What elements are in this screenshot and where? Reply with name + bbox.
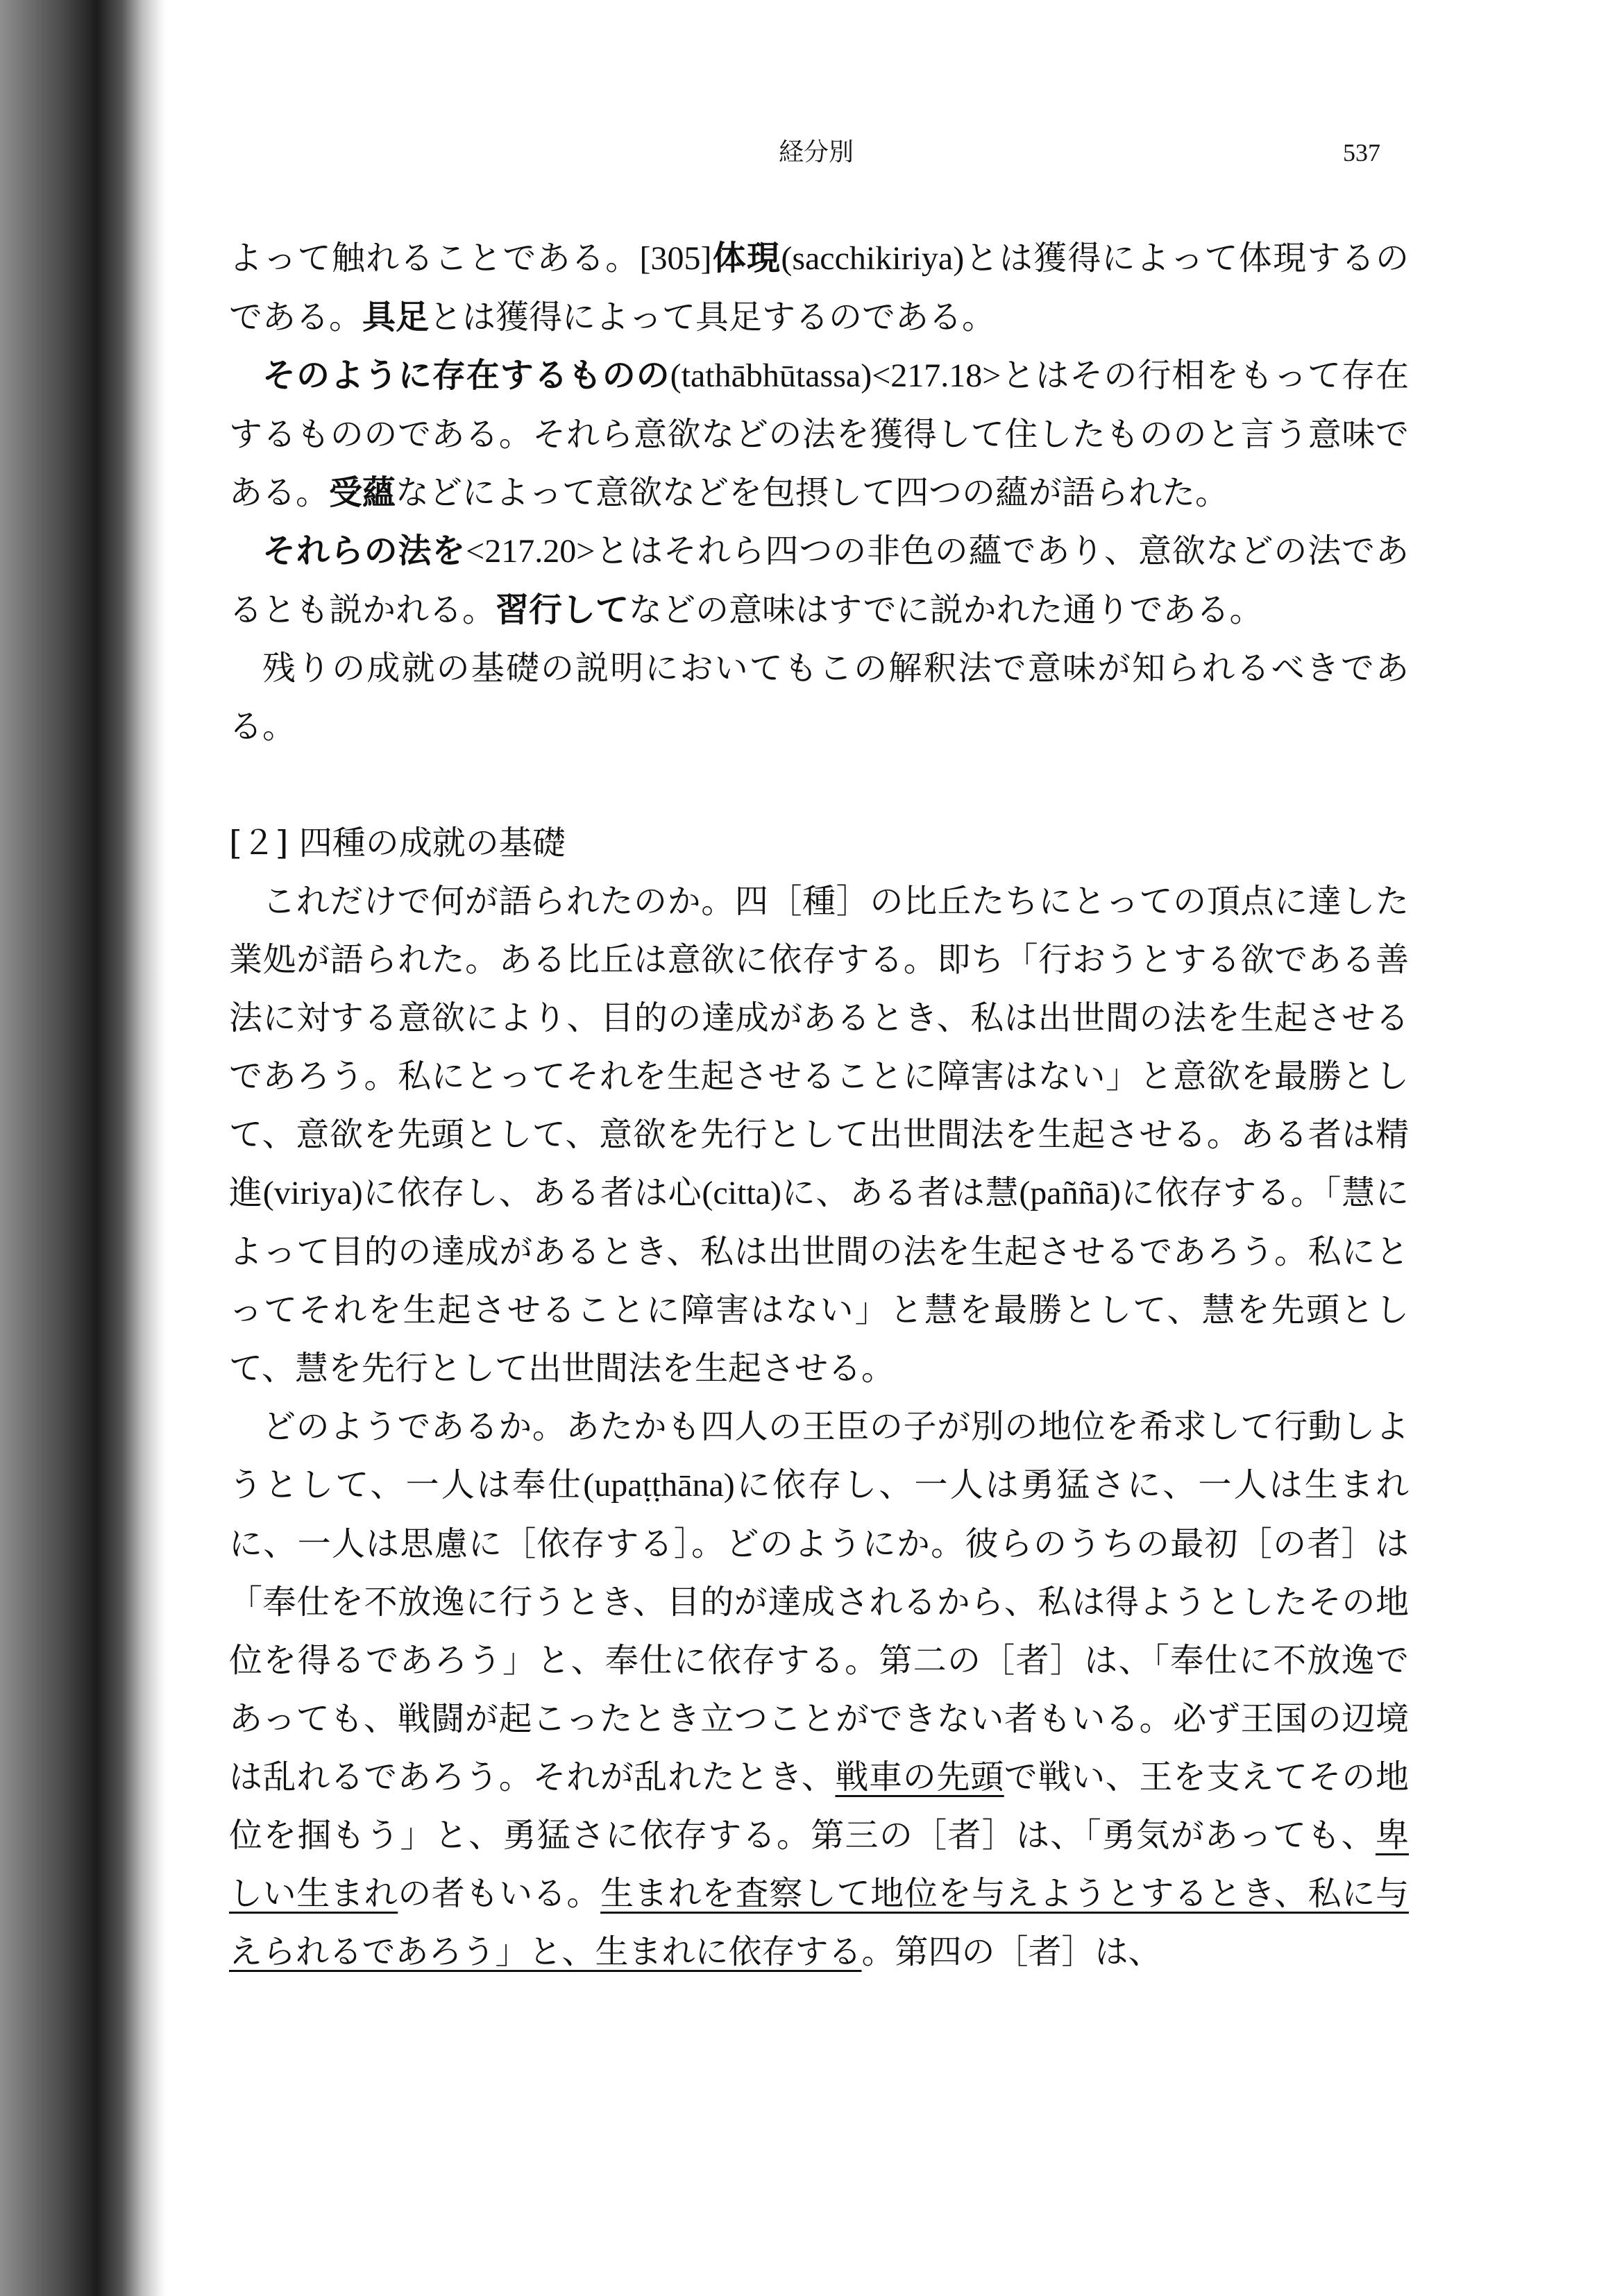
text-run: などによって意欲などを包摂して四つの蘊が語られた。	[396, 473, 1229, 512]
text-run: に、ある者は慧	[781, 1173, 1020, 1212]
underlined-text: 生まれを査察して地位を与えようとするとき、私に与えられるであろう」と、生まれに依存する	[229, 1874, 1409, 1971]
text-run: の者もいる。	[398, 1874, 601, 1913]
term-bold: 体現	[711, 239, 781, 278]
text-run: などの意味はすでに説かれた通りである。	[629, 590, 1263, 629]
text-run: とはそれら四つの非色の蘊であり、意欲などの法であるとも説かれる。	[229, 532, 1409, 629]
text-run: 。第四の［者］は、	[861, 1932, 1162, 1971]
pali-term: (viriya)	[262, 1175, 363, 1211]
paragraph-4: 残りの成就の基礎の説明においてもこの解釈法で意味が知られるべきである。	[229, 649, 1409, 746]
text-run: よって触れることである。	[229, 239, 640, 278]
paragraph-1	[229, 229, 1409, 346]
paragraph-5	[229, 872, 1409, 1397]
paragraph-3	[229, 522, 1409, 639]
body-text	[229, 229, 1409, 1981]
term-bold: 受蘊	[329, 473, 396, 512]
pali-term: (upaṭṭhāna)	[583, 1467, 735, 1504]
section-heading: [２] 四種の成就の基礎	[229, 824, 566, 862]
section-ref: <217.20>	[466, 533, 595, 570]
underlined-text: 卑しい生まれ	[229, 1816, 1409, 1913]
text-run: これだけで何が語られたのか。四［種］の比丘たちにとっての頂点に達した業処が語られた。ある比丘は意欲に依存する。即ち「行おうとする欲である善法に対する意欲により、目的の達成があるとき、私は出世間の法を生起させるであろう。私にとってそれを生起させることに障害はない」と意欲を最勝として、意欲を先頭として、意欲を先行として出世間法を生起させる。ある者は精進	[229, 882, 1409, 1212]
pali-term: (paññā)	[1019, 1175, 1121, 1211]
term-bold: それらの法を	[262, 532, 466, 570]
term-bold: 習行して	[496, 590, 629, 629]
section-ref: [305]	[639, 240, 712, 277]
term-bold: 具足	[362, 298, 430, 337]
text-run: に依存し、ある者は心	[362, 1173, 702, 1212]
term-bold: そのように存在するものの	[262, 356, 670, 395]
pali-term: (tathābhūtassa)<217.18>	[670, 357, 1001, 394]
text-run: とは獲得によって具足するのである。	[429, 298, 996, 337]
text-run: どのようであるか。あたかも四人の王臣の子が別の地位を希求して行動しようとして、一人は奉仕	[229, 1407, 1409, 1504]
text-run: で戦い、王を支えてその地位を掴もう」と、勇猛さに依存する。第三の［者］は、「勇気があっても、	[229, 1758, 1409, 1855]
text-run: とはその行相をもって存在するもののである。それら意欲などの法を獲得して住したもののと言う意味である。	[229, 356, 1409, 512]
paragraph-2	[229, 346, 1409, 522]
pali-term: (citta)	[702, 1175, 781, 1211]
text-run: に依存する。「慧によって目的の達成があるとき、私は出世間の法を生起させるであろう。私にとってそれを生起させることに障害はない」と慧を最勝として、慧を先頭として、慧を先行として出世間法を生起させる。	[229, 1173, 1409, 1388]
book-spine-shadow	[0, 0, 167, 2296]
pali-term: (sacchikiriya)	[781, 240, 965, 277]
running-title: 経分別	[779, 138, 854, 167]
underlined-text: 戦車の先頭	[835, 1758, 1004, 1796]
paragraph-6	[229, 1397, 1409, 1981]
text-run: に依存し、一人は勇猛さに、一人は生まれに、一人は思慮に［依存する］。どのようにか。彼らのうちの最初［の者］は「奉仕を不放逸に行うとき、目的が達成されるから、私は得ようとしたその地位を得るであろう」と、奉仕に依存する。第二の［者］は、「奉仕に不放逸であっても、戦闘が起こったとき立つことができない者もいる。必ず王国の辺境は乱れるであろう。それが乱れたとき、	[229, 1465, 1409, 1796]
page-number: 537	[1343, 139, 1380, 167]
text-run: とは獲得によって体現するのである。	[229, 239, 1409, 337]
